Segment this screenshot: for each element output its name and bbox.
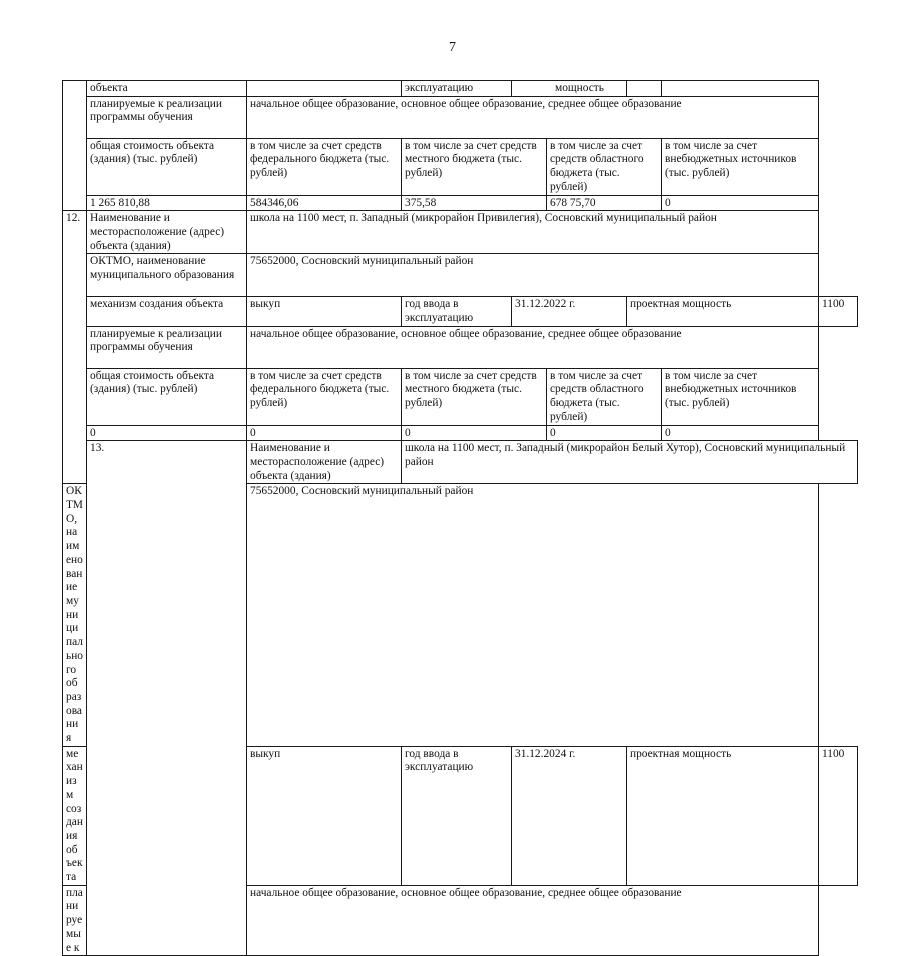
mechanism-label: механизм создания объекта [87, 297, 247, 326]
cost-total: 0 [87, 425, 247, 441]
table-row [63, 81, 858, 97]
cost-total: 1 265 810,88 [87, 195, 247, 211]
local-label: в том числе за счет средств местного бюджета (тыс. рублей) [402, 138, 547, 195]
oktmo-value: 75652000, Сосновский муниципальный район [247, 484, 819, 746]
federal-label: в том числе за счет средств федерального бюджета (тыс. рублей) [247, 138, 402, 195]
entry-number: 12. [63, 211, 87, 484]
table-row [63, 297, 858, 326]
cost-federal: 584346,06 [247, 195, 402, 211]
objects-table [62, 80, 858, 956]
planned-value: начальное общее образование, основное общее образование, среднее общее образование [247, 885, 819, 956]
cost-label: общая стоимость объекта (здания) (тыс. рублей) [87, 368, 247, 425]
mechanism-label-tail: объекта [87, 81, 247, 97]
name-label: Наименование и месторасположение (адрес) объекта (здания) [247, 441, 402, 484]
cost-local: 0 [402, 425, 547, 441]
capacity-value: 1100 [819, 746, 858, 885]
cost-extra: 0 [662, 195, 819, 211]
extra-label: в том числе за счет внебюджетных источников (тыс. рублей) [662, 368, 819, 425]
table-row [63, 368, 858, 425]
oktmo-label: ОКТМО, наименование муниципального образования [63, 484, 87, 746]
table-row [63, 195, 858, 211]
planned-label: планируемые к реализации программы обучения [87, 326, 247, 368]
mechanism-value: выкуп [247, 746, 402, 885]
capacity-value: 1100 [819, 297, 858, 326]
planned-value: начальное общее образование, основное общее образование, среднее общее образование [247, 96, 819, 138]
planned-label: планируемые к реализации программы обучения [87, 96, 247, 138]
capacity-label-tail-text: мощность [555, 82, 604, 94]
table-row [63, 425, 858, 441]
table-row [63, 211, 858, 254]
regional-label: в том числе за счет средств областного бюджета (тыс. рублей) [547, 368, 662, 425]
planned-label: планируемые к [63, 885, 87, 956]
commissioning-value: 31.12.2024 г. [512, 746, 627, 885]
name-value: школа на 1100 мест, п. Западный (микрорайон Привилегия), Сосновский муниципальный район [247, 211, 819, 254]
commissioning-label-tail: эксплуатацию [402, 81, 512, 97]
cost-federal: 0 [247, 425, 402, 441]
name-label: Наименование и месторасположение (адрес) объекта (здания) [87, 211, 247, 254]
cost-local: 375,58 [402, 195, 547, 211]
table-row [63, 138, 858, 195]
cost-regional: 0 [547, 425, 662, 441]
mechanism-label: механизм создания объекта [63, 746, 87, 885]
table-row [63, 96, 858, 138]
local-label: в том числе за счет средств местного бюджета (тыс. рублей) [402, 368, 547, 425]
commissioning-label: год ввода в эксплуатацию [402, 746, 512, 885]
commissioning-value: 31.12.2022 г. [512, 297, 627, 326]
page-number: 7 [449, 40, 456, 55]
commissioning-label: год ввода в эксплуатацию [402, 297, 512, 326]
number-cell [63, 81, 87, 211]
oktmo-value: 75652000, Сосновский муниципальный район [247, 254, 819, 297]
table-row [63, 441, 858, 484]
planned-value: начальное общее образование, основное общее образование, среднее общее образование [247, 326, 819, 368]
cost-extra: 0 [662, 425, 819, 441]
cost-regional: 678 75,70 [547, 195, 662, 211]
cost-label: общая стоимость объекта (здания) (тыс. рублей) [87, 138, 247, 195]
capacity-label: проектная мощность [627, 297, 819, 326]
oktmo-label: ОКТМО, наименование муниципального образования [87, 254, 247, 297]
capacity-label-tail [627, 81, 662, 97]
mechanism-value: выкуп [247, 297, 402, 326]
table-row [63, 254, 858, 297]
capacity-value-cell [555, 81, 819, 97]
entry-number: 13. [87, 441, 247, 956]
name-value: школа на 1100 мест, п. Западный (микрорайон Белый Хутор), Сосновский муниципальный район [402, 441, 858, 484]
federal-label: в том числе за счет средств федерального бюджета (тыс. рублей) [247, 368, 402, 425]
mechanism-value-cell [247, 81, 402, 97]
extra-label: в том числе за счет внебюджетных источников (тыс. рублей) [662, 138, 819, 195]
capacity-label: проектная мощность [627, 746, 819, 885]
regional-label: в том числе за счет средств областного бюджета (тыс. рублей) [547, 138, 662, 195]
table-row [63, 326, 858, 368]
